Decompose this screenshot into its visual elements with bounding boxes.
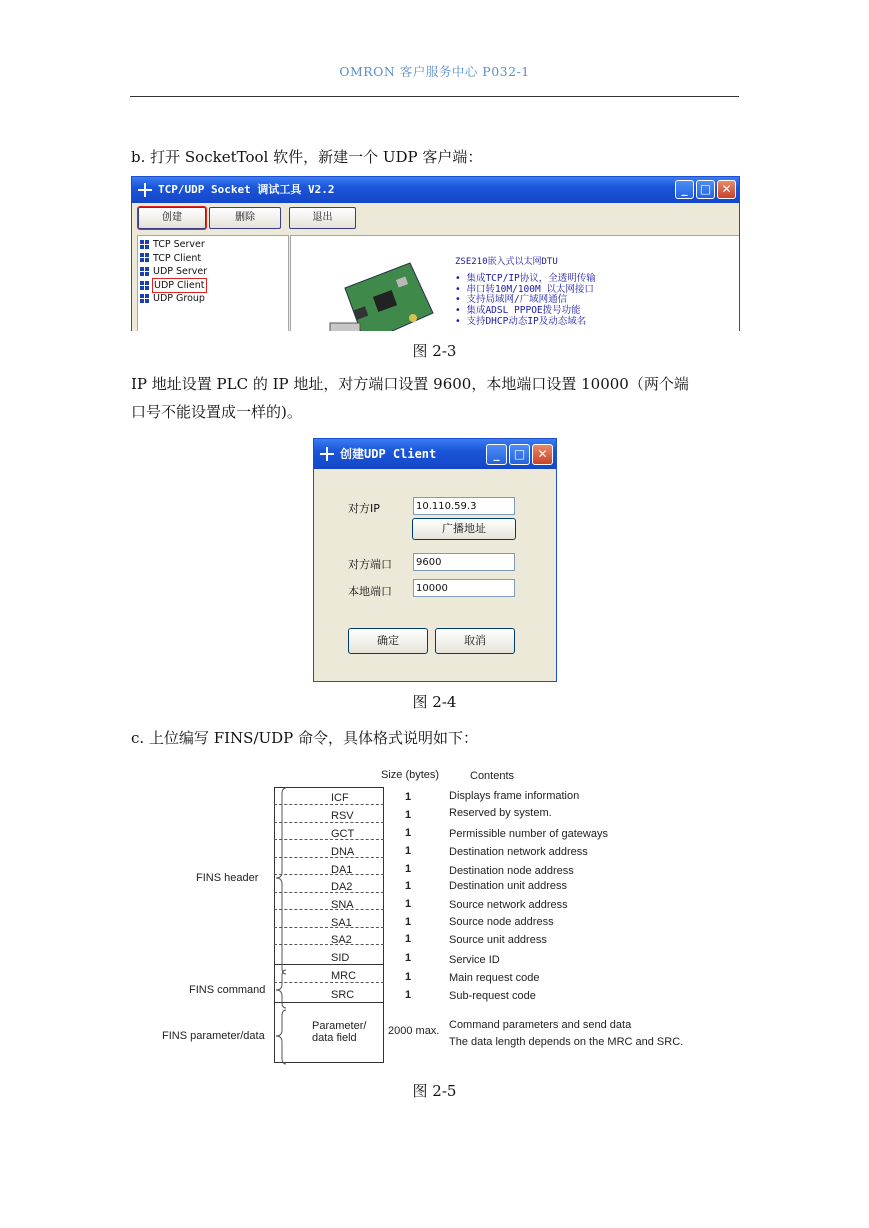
size-dna: 1 xyxy=(405,845,412,857)
page-header: OMRON 客户服务中心 P032-1 xyxy=(339,64,530,79)
size-gct: 1 xyxy=(405,827,412,839)
field-rsv: RSV xyxy=(331,810,354,822)
close-icon[interactable]: ✕ xyxy=(532,444,553,465)
minimize-icon[interactable]: _ xyxy=(486,444,507,465)
sockettool-title: TCP/UDP Socket 调试工具 V2.2 xyxy=(158,183,335,196)
minimize-icon[interactable]: _ xyxy=(675,180,694,199)
ok-button[interactable]: 确定 xyxy=(348,628,428,654)
delete-button[interactable]: 删除 xyxy=(209,207,281,229)
network-icon xyxy=(140,240,150,250)
field-sna: SNA xyxy=(331,899,354,911)
size-rsv: 1 xyxy=(405,809,412,821)
cancel-button[interactable]: 取消 xyxy=(435,628,515,654)
content-da1: Destination node address xyxy=(449,865,574,877)
size-sid: 1 xyxy=(405,952,412,964)
size-sna: 1 xyxy=(405,898,412,910)
fig3-caption: 图 2-3 xyxy=(412,342,457,360)
maximize-icon[interactable]: □ xyxy=(509,444,530,465)
field-dna: DNA xyxy=(331,846,355,858)
exit-button[interactable]: 退出 xyxy=(289,207,356,229)
fins-format-figure xyxy=(150,766,750,1071)
group-fins-header: FINS header xyxy=(196,872,259,884)
create-button[interactable]: 创建 xyxy=(138,207,206,229)
maximize-icon[interactable]: □ xyxy=(696,180,715,199)
fig5-caption: 图 2-5 xyxy=(412,1082,457,1100)
app-icon xyxy=(320,447,334,461)
content-src: Sub-request code xyxy=(449,990,536,1002)
field-sid: SID xyxy=(331,952,350,964)
tree-item-udp-group[interactable]: UDP Group xyxy=(138,292,288,306)
dtu-board-icon xyxy=(325,258,435,331)
field-da1: DA1 xyxy=(331,864,353,876)
group-fins-command: FINS command xyxy=(189,984,266,996)
step-b-text: b. 打开 SocketTool 软件，新建一个 UDP 客户端： xyxy=(131,148,483,166)
toolbar xyxy=(132,203,739,235)
tree-item-tcp-server[interactable]: TCP Server xyxy=(138,238,288,252)
field-sa2: SA2 xyxy=(331,934,352,946)
content-gct: Permissible number of gateways xyxy=(449,828,608,840)
size-sa1: 1 xyxy=(405,916,412,928)
tree-item-udp-server[interactable]: UDP Server xyxy=(138,265,288,279)
contents-header: Contents xyxy=(470,770,515,782)
network-icon xyxy=(140,294,150,304)
connection-tree xyxy=(137,235,289,331)
local-port-input[interactable]: 10000 xyxy=(413,579,515,597)
network-icon xyxy=(140,267,150,277)
local-port-label: 本地端口 xyxy=(348,585,392,598)
header-rule xyxy=(130,96,739,97)
content-param: Command parameters and send data The data length depends on the MRC and SRC. xyxy=(449,1019,684,1048)
sockettool-titlebar[interactable] xyxy=(132,177,739,203)
tree-item-tcp-client[interactable]: TCP Client xyxy=(138,252,288,266)
main-pane xyxy=(290,235,740,331)
fig4-caption: 图 2-4 xyxy=(412,693,457,711)
content-rsv: Reserved by system. xyxy=(449,807,552,819)
content-icf: Displays frame information xyxy=(449,790,580,802)
field-mrc: MRC xyxy=(331,970,357,982)
sockettool-window xyxy=(131,176,740,331)
field-icf: ICF xyxy=(331,792,349,804)
group-brackets xyxy=(270,784,290,1069)
content-mrc: Main request code xyxy=(449,972,540,984)
size-icf: 1 xyxy=(405,791,412,803)
broadcast-address-button[interactable]: 广播地址 xyxy=(412,518,516,540)
remote-port-input[interactable]: 9600 xyxy=(413,553,515,571)
content-da2: Destination unit address xyxy=(449,880,568,892)
size-header: Size (bytes) xyxy=(381,769,440,781)
create-udp-client-dialog xyxy=(313,438,557,682)
field-da2: DA2 xyxy=(331,881,353,893)
field-gct: GCT xyxy=(331,828,355,840)
network-icon xyxy=(140,253,150,263)
size-da2: 1 xyxy=(405,880,412,892)
content-sa2: Source unit address xyxy=(449,934,547,946)
size-sa2: 1 xyxy=(405,933,412,945)
ip-paragraph: IP 地址设置 PLC 的 IP 地址，对方端口设置 9600，本地端口设置 10000（两个端 口号不能设置成一样的)。 xyxy=(131,375,689,421)
close-icon[interactable]: ✕ xyxy=(717,180,736,199)
remote-ip-label: 对方IP xyxy=(348,502,380,515)
network-icon xyxy=(140,281,150,291)
dtu-title: ZSE210嵌入式以太网DTU xyxy=(455,257,558,267)
remote-ip-input[interactable]: 10.110.59.3 xyxy=(413,497,515,515)
group-fins-param: FINS parameter/data xyxy=(162,1030,265,1042)
dtu-features: • 集成TCP/IP协议，全透明传输 • 串口转10M/100M 以太网接口 • 支持局域网/广域网通信 • 集成ADSL PPPOE拨号功能 • 支持DHCP动态IP及动态域名 xyxy=(455,273,596,327)
field-sa1: SA1 xyxy=(331,917,352,929)
size-mrc: 1 xyxy=(405,971,412,983)
content-dna: Destination network address xyxy=(449,846,588,858)
content-sa1: Source node address xyxy=(449,916,554,928)
size-src: 1 xyxy=(405,989,412,1001)
tree-item-udp-client[interactable]: UDP Client xyxy=(138,279,288,293)
content-sid: Service ID xyxy=(449,954,500,966)
app-icon xyxy=(138,183,152,197)
remote-port-label: 对方端口 xyxy=(348,558,392,571)
size-da1: 1 xyxy=(405,863,412,875)
field-src: SRC xyxy=(331,989,355,1001)
dialog-title: 创建UDP Client xyxy=(340,447,437,461)
param-field-label: Parameter/ data field xyxy=(312,1020,367,1044)
dialog-titlebar[interactable] xyxy=(314,439,556,469)
size-param: 2000 max. xyxy=(388,1025,440,1037)
content-sna: Source network address xyxy=(449,899,568,911)
step-c-text: c. 上位编写 FINS/UDP 命令，具体格式说明如下： xyxy=(131,729,479,747)
